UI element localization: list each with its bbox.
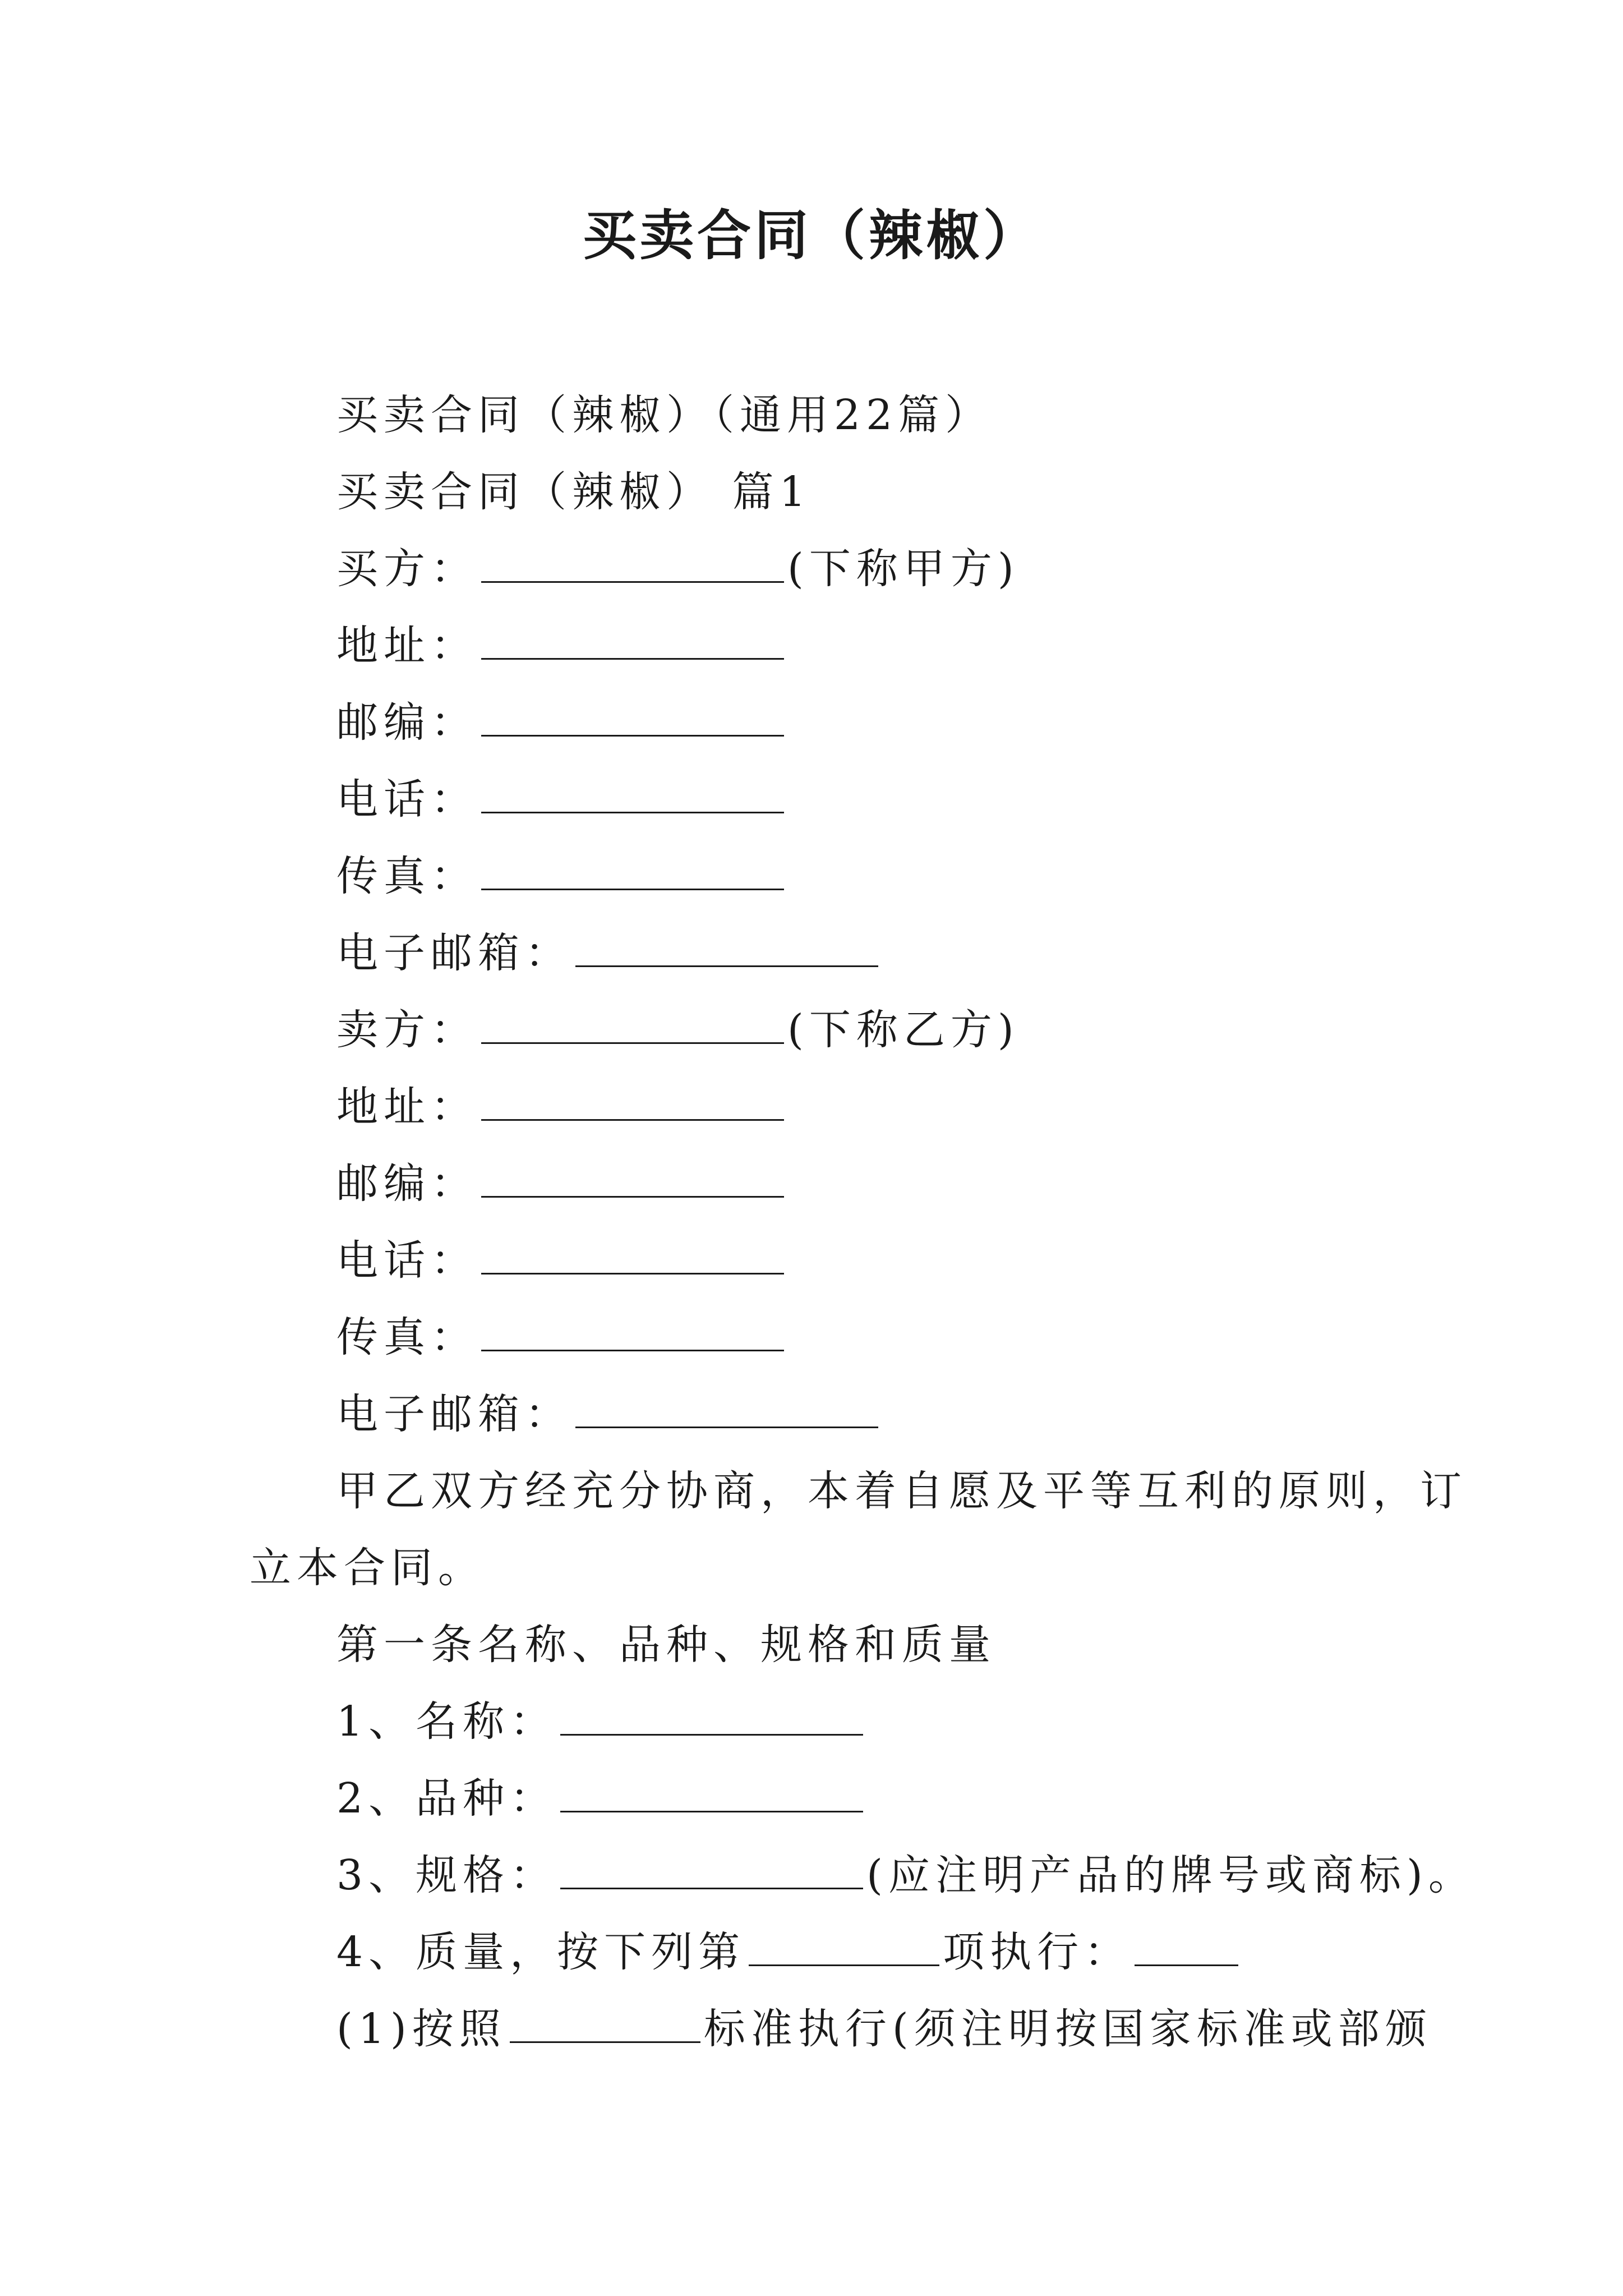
seller-address-line [336,1079,787,1135]
buyer-phone-line [336,771,787,827]
agreement-paragraph-line1: 甲乙双方经充分协商，本着自愿及平等互利的原则，订 [336,1467,1467,1515]
seller-postcode-line [336,1156,787,1212]
item2-label: 2、品种： [336,1774,557,1823]
buyer-fax-line [336,848,787,904]
clause1-suffix: 标准执行(须注明按国家标准或部颁 [703,2005,1432,2053]
buyer-label: 买方： [336,545,478,593]
seller-label: 卖方： [336,1006,478,1054]
clause1-standard-blank[interactable] [510,2002,700,2043]
item4-mid: 项执行： [943,1928,1132,1976]
buyer-phone-blank[interactable] [481,772,784,813]
item3-line [336,1847,1476,1903]
seller-fax-line [336,1309,787,1365]
item1-blank[interactable] [560,1695,863,1736]
clause1-line [336,2001,1432,2057]
agreement-paragraph-line2: 立本合同。 [250,1544,485,1592]
buyer-fax-blank[interactable] [481,849,784,890]
seller-postcode-label: 邮编： [336,1159,478,1208]
seller-phone-blank[interactable] [481,1234,784,1274]
item4-option-blank[interactable] [749,1925,939,1966]
seller-postcode-blank[interactable] [481,1157,784,1198]
buyer-email-blank[interactable] [575,926,878,967]
buyer-email-line [336,925,882,981]
item2-line [336,1770,866,1826]
buyer-fax-label: 传真： [336,852,478,900]
item3-blank[interactable] [560,1848,863,1889]
section-heading: 买卖合同（辣椒） 篇1 [336,468,811,516]
buyer-line [336,541,1020,597]
buyer-address-label: 地址： [336,622,478,670]
seller-email-label: 电子邮箱： [336,1390,572,1438]
buyer-phone-label: 电话： [336,775,478,823]
item1-label: 1、名称： [336,1697,557,1746]
buyer-name-blank[interactable] [481,542,784,583]
buyer-address-blank[interactable] [481,619,784,660]
buyer-postcode-blank[interactable] [481,696,784,737]
item4-line [336,1924,1242,1980]
seller-address-blank[interactable] [481,1080,784,1121]
buyer-address-line [336,618,787,674]
seller-line [336,1002,1020,1058]
seller-email-blank[interactable] [575,1387,878,1428]
item3-label: 3、规格： [336,1851,557,1899]
item4-value-blank[interactable] [1135,1925,1238,1966]
seller-fax-blank[interactable] [481,1310,784,1351]
seller-phone-line [336,1232,787,1289]
seller-phone-label: 电话： [336,1236,478,1285]
item4-label: 4、质量，按下列第 [336,1928,746,1976]
seller-name-blank[interactable] [481,1003,784,1044]
seller-address-label: 地址： [336,1083,478,1131]
buyer-postcode-line [336,694,787,751]
clause1-label: (1)按照 [336,2005,506,2053]
buyer-suffix: (下称甲方) [787,545,1020,593]
item1-line [336,1694,866,1750]
buyer-postcode-label: 邮编： [336,698,478,747]
item2-blank[interactable] [560,1772,863,1812]
seller-suffix: (下称乙方) [787,1006,1020,1054]
seller-email-line [336,1386,882,1442]
document-subtitle: 买卖合同（辣椒）（通用22篇） [336,391,993,439]
item3-suffix: (应注明产品的牌号或商标)。 [866,1851,1476,1899]
seller-fax-label: 传真： [336,1313,478,1361]
article1-heading: 第一条名称、品种、规格和质量 [336,1621,996,1669]
document-title: 买卖合同（辣椒） [583,204,1040,267]
buyer-email-label: 电子邮箱： [336,929,572,977]
